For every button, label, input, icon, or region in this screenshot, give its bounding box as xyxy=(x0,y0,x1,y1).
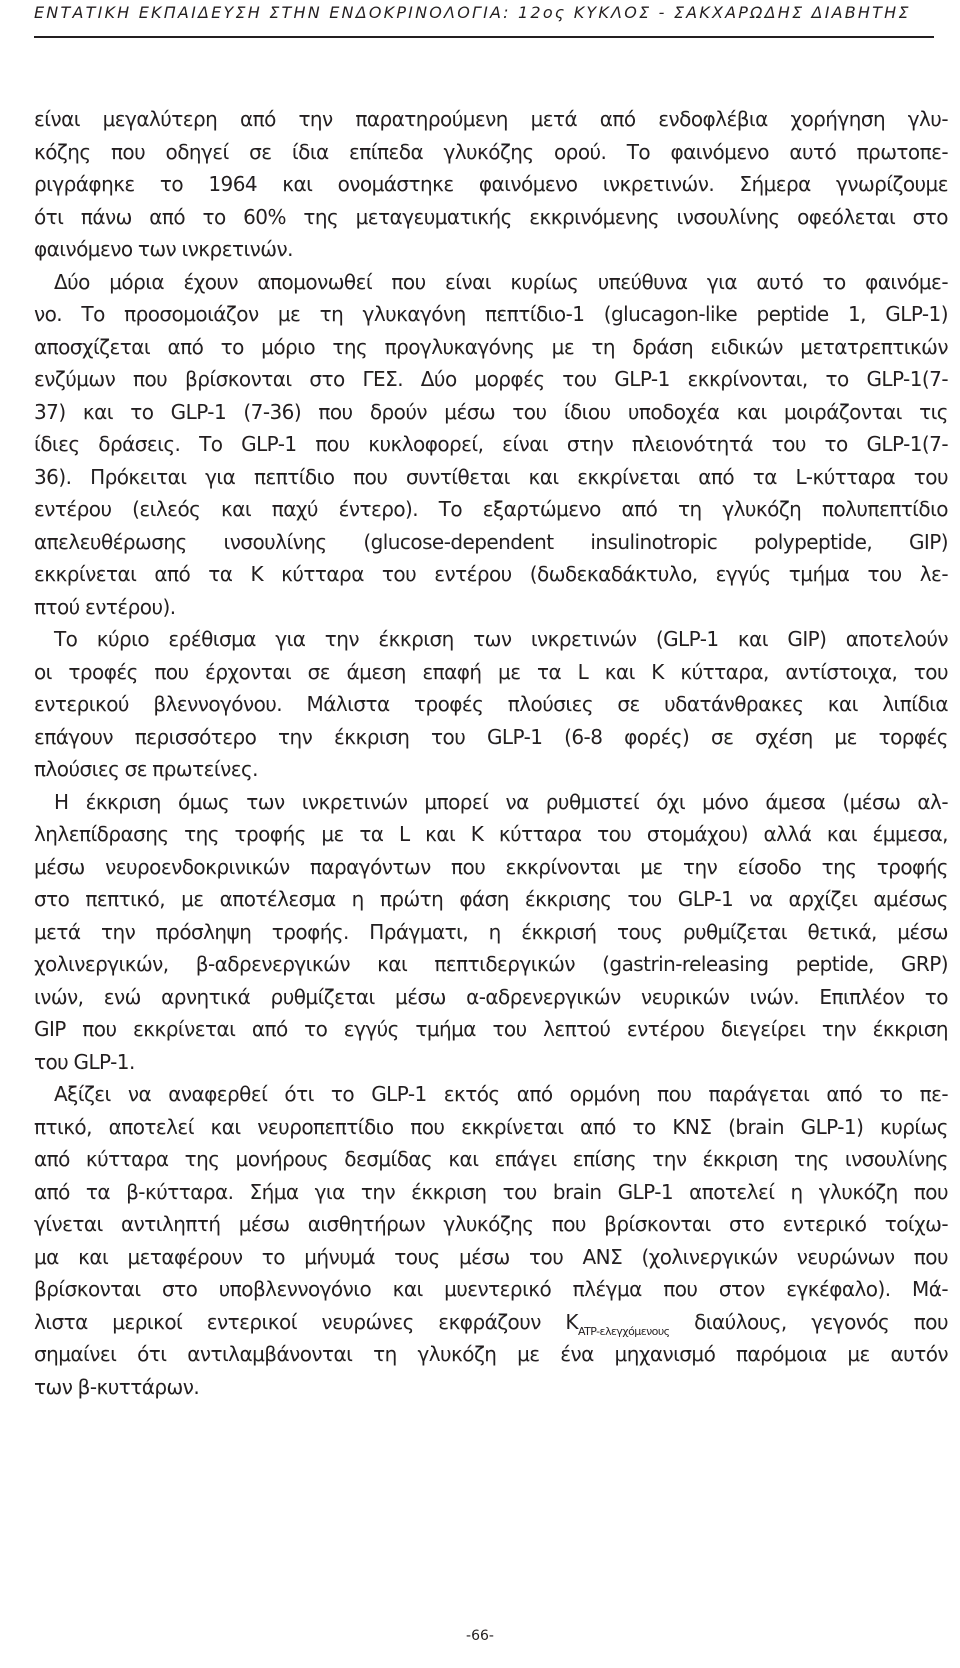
text-line: οι τροφές που έρχονται σε άμεση επαφή με τα L και K κύτταρα, αντίστοιχα, του xyxy=(34,659,948,684)
text-line: βρίσκονται στο υποβλεννογόνιο και μυεντερικό πλέγμα που στον εγκέφαλο). Μά- xyxy=(34,1277,948,1301)
text-line: ριγράφηκε το 1964 και ονομάστηκε φαινόμενο ινκρετινών. Σήμερα γνωρίζουμε xyxy=(34,172,948,196)
text-fragment: λιστα μερικοί εντερικοί νευρώνες εκφράζουν K xyxy=(34,1309,578,1334)
running-header-ordinal-suffix: ος xyxy=(542,3,567,22)
text-line: Το κύριο ερέθισμα για την έκκριση των ινκρετινών (GLP-1 και GIP) αποτελούν xyxy=(54,627,948,651)
text-line: ίδιες δράσεις. Το GLP-1 που κυκλοφορεί, είναι στην πλειονότητά του το GLP-1(7- xyxy=(34,432,948,456)
text-line: των β-κυττάρων. xyxy=(34,1374,200,1399)
text-line: μέσω νευροενδοκρινικών παραγόντων που εκκρίνονται με την είσοδο της τροφής xyxy=(34,854,948,879)
running-header xyxy=(34,0,934,38)
text-line: Αξίζει να αναφερθεί ότι το GLP-1 εκτός από ορμόνη που παράγεται από το πε- xyxy=(54,1082,948,1106)
text-line: του GLP-1. xyxy=(34,1049,135,1074)
text-line: 36). Πρόκειται για πεπτίδιο που συντίθεται και εκκρίνεται από τα L-κύτταρα του xyxy=(34,464,948,489)
text-line: φαινόμενο των ινκρετινών. xyxy=(34,237,293,261)
page-number: -66- xyxy=(466,1628,494,1644)
text-line: μετά την πρόσληψη τροφής. Πράγματι, η έκκρισή τους ρυθμίζεται θετικά, μέσω xyxy=(34,919,948,944)
running-header-title-part1: ΕΝΤΑΤΙΚΗ ΕΚΠΑΙΔΕΥΣΗ ΣΤΗΝ ΕΝΔΟΚΡΙΝΟΛΟΓΙΑ: 12 xyxy=(34,3,543,22)
text-line: χολινεργικών, β-αδρενεργικών και πεπτιδεργικών (gastrin-releasing peptide, GRP) xyxy=(34,952,948,976)
text-line: από κύτταρα της μονήρους δεσμίδας και επάγει επίσης την έκκριση της ινσουλίνης xyxy=(34,1147,948,1171)
text-line: Η έκκριση όμως των ινκρετινών μπορεί να ρυθμιστεί όχι μόνο άμεσα (μέσω αλ- xyxy=(54,789,948,814)
text-line: εντερικού βλεννογόνου. Μάλιστα τροφές πλούσιες σε υδατάνθρακες και λιπίδια xyxy=(34,692,948,716)
text-line: επάγουν περισσότερο την έκκριση του GLP-1 (6-8 φορές) σε σχέση με τορφές xyxy=(34,724,948,749)
text-line: στο πεπτικό, με αποτέλεσμα η πρώτη φάση έκκρισης του GLP-1 να αρχίζει αμέσως xyxy=(34,887,948,911)
text-line: ότι πάνω από το 60% της μεταγευματικής εκκρινόμενης ινσουλίνης οφεόλεται στο xyxy=(34,204,948,229)
text-line: πτικό, αποτελεί και νευροπεπτίδιο που εκκρίνεται από το ΚΝΣ (brain GLP-1) κυρίως xyxy=(34,1114,948,1139)
text-line: είναι μεγαλύτερη από την παρατηρούμενη μετά από ενδοφλέβια χορήγηση γλυ- xyxy=(34,107,948,131)
body-text xyxy=(34,103,948,1403)
text-line: αποσχίζεται από το μόριο της προγλυκαγόνης με τη δράση ειδικών μετατρεπτικών xyxy=(34,334,948,359)
text-line: 37) και το GLP-1 (7-36) που δρούν μέσω του ίδιου υποδοχέα και μοιράζονται τις xyxy=(34,399,948,424)
subscript-atp: ATP-ελεγχόμενους xyxy=(578,1324,670,1338)
text-line: πλούσιες σε πρωτείνες. xyxy=(34,757,258,781)
text-line: γίνεται αντιληπτή μέσω αισθητήρων γλυκόζης που βρίσκονται στο εντερικό τοίχω- xyxy=(34,1212,948,1236)
text-line xyxy=(34,1306,948,1339)
text-line: σημαίνει ότι αντιλαμβάνονται τη γλυκόζη με ένα μηχανισμό παρόμοια με αυτόν xyxy=(34,1342,948,1366)
text-line: κόζης που οδηγεί σε ίδια επίπεδα γλυκόζης ορού. Το φαινόμενο αυτό πρωτοπε- xyxy=(34,139,948,164)
text-line: νο. Το προσομοιάζον με τη γλυκαγόνη πεπτίδιο-1 (glucagon-like peptide 1, GLP-1) xyxy=(34,302,948,326)
text-line: ενζύμων που βρίσκονται στο ΓΕΣ. Δύο μορφές του GLP-1 εκκρίνονται, το GLP-1(7- xyxy=(34,367,948,391)
text-line: GIP που εκκρίνεται από το εγγύς τμήμα του λεπτού εντέρου διεγείρει την έκκριση xyxy=(34,1017,948,1041)
text-line: εκκρίνεται από τα K κύτταρα του εντέρου (δωδεκαδάκτυλο, εγγύς τμήμα του λε- xyxy=(34,562,948,586)
text-line: μα και μεταφέρουν το μήνυμά τους μέσω του ΑΝΣ (χολινεργικών νευρώνων που xyxy=(34,1244,948,1269)
text-line: εντέρου (ειλεός και παχύ έντερο). Το εξαρτώμενο από τη γλυκόζη πολυπεπτίδιο xyxy=(34,497,948,521)
text-line: πτού εντέρου). xyxy=(34,594,176,619)
text-line: ινών, ενώ αρνητικά ρυθμίζεται μέσω α-αδρενεργικών νευρικών ινών. Επιπλέον το xyxy=(34,984,948,1009)
text-line: απελευθέρωσης ινσουλίνης (glucose-dependent insulinotropic polypeptide, GIP) xyxy=(34,529,948,554)
text-line: από τα β-κύτταρα. Σήμα για την έκκριση του brain GLP-1 αποτελεί η γλυκόζη που xyxy=(34,1179,948,1204)
text-fragment: διαύλους, γεγονός που xyxy=(694,1309,948,1334)
text-line: ληλεπίδρασης της τροφής με τα L και K κύτταρα του στομάχου) αλλά και έμμεσα, xyxy=(34,822,948,846)
text-line: Δύο μόρια έχουν απομονωθεί που είναι κυρίως υπεύθυνα για αυτό το φαινόμε- xyxy=(54,269,948,294)
running-header-title-part2: ΚΥΚΛΟΣ - ΣΑΚΧΑΡΩΔΗΣ ΔΙΑΒΗΤΗΣ xyxy=(566,3,911,22)
